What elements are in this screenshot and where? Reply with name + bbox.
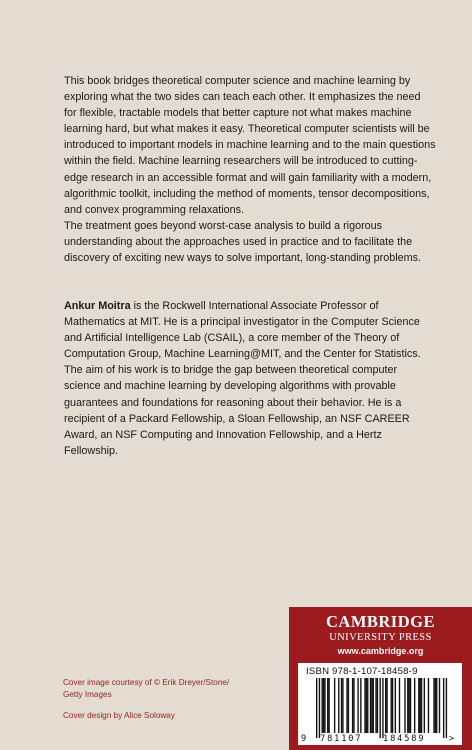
description-paragraph-2: The treatment goes beyond worst-case analysis to build a rigorous understanding about the approaches used in practice and to facilitate the discovery of exciting new ways to solve important, long-standing problems. <box>64 220 422 265</box>
barcode-bar <box>446 678 447 738</box>
barcode-bar <box>323 678 324 733</box>
barcode-bar <box>395 678 396 733</box>
barcode-bar <box>371 678 372 733</box>
barcode-bar <box>404 678 405 733</box>
barcode-bar <box>328 678 329 733</box>
ean-left-digits: 781107 <box>320 734 363 744</box>
cover-design-credit: Cover design by Alice Soloway <box>63 711 175 720</box>
barcode-bar <box>399 678 400 733</box>
barcode-bar <box>435 678 436 733</box>
barcode-bar <box>436 678 437 733</box>
barcode-bar <box>360 678 361 733</box>
barcode-bar <box>346 678 347 733</box>
barcode-bar <box>364 678 365 733</box>
barcode-bar <box>428 678 429 733</box>
barcode-panel <box>298 663 462 745</box>
author-bio <box>64 298 436 459</box>
barcode-bar <box>366 678 367 733</box>
barcode-bar <box>348 678 349 733</box>
barcode-bar <box>334 678 335 733</box>
barcode-bar <box>392 678 393 733</box>
barcode-icon <box>298 663 462 745</box>
ean-quiet-zone-arrow: > <box>449 734 455 744</box>
barcode-bar <box>316 678 317 738</box>
barcode-bar <box>410 678 411 733</box>
barcode-bar <box>322 678 323 733</box>
barcode-bar <box>377 678 378 733</box>
barcode-bar <box>407 678 408 733</box>
barcode-bar <box>353 678 354 733</box>
barcode-bar <box>386 678 387 733</box>
publisher-name: CAMBRIDGE <box>325 612 435 631</box>
barcode-bar <box>385 678 386 733</box>
barcode-bar <box>342 678 343 733</box>
barcode-bar <box>391 678 392 733</box>
description-paragraph-1: This book bridges theoretical computer science and machine learning by exploring what the two sides can teach each other. It emphasizes the need for flexible, tractable models that better capture not what makes machine learning hard, but what makes it easy. Theoretical computer scientists will be introduced to important models in machine learning and to the main questions within the field. Machine learning researchers will be introduced to cutting-edge research in an accessible format and will gain familiarity with a modern, algorithmic toolkit, including the method of moments, tensor decompositions, and convex programming relaxations. <box>64 75 436 216</box>
barcode-bar <box>414 678 415 733</box>
author-bio-text: is the Rockwell International Associate Professor of Mathematics at MIT. He is a principal investigator in the Computer Science and Artificial Intelligence Lab (CSAIL), a core member of the Theory of Computation Group, Machine Learning@MIT, and the Center for Statistics. The aim of his work is to bridge the gap between theoretical computer science and machine learning by developing algorithms with provable guarantees and foundations for reasoning about their behavior. He is a recipient of a Packard Fellowship, a Sloan Fellowship, an NSF CAREER Award, an NSF Computing and Innovation Fellowship, and a Hertz Fellowship. <box>64 300 421 457</box>
barcode-bar <box>352 678 353 733</box>
barcode-bar <box>439 678 440 733</box>
barcode-bar <box>341 678 342 733</box>
barcode-bar <box>338 678 339 733</box>
cover-image-credit: Cover image courtesy of © Erik Dreyer/Stone/ Getty Images <box>63 678 230 699</box>
publisher-url: www.cambridge.org <box>337 646 424 656</box>
barcode-bar <box>408 678 409 733</box>
publisher-subname: UNIVERSITY PRESS <box>329 632 432 643</box>
barcode-bar <box>373 678 374 733</box>
publisher-block <box>289 607 472 750</box>
barcode-bar <box>375 678 376 733</box>
ean-digits <box>298 735 462 745</box>
barcode-bar <box>443 678 444 738</box>
barcode-bar <box>424 678 425 733</box>
ean-first-digit: 9 <box>301 734 307 744</box>
barcode-bar <box>319 678 320 738</box>
barcode-bar <box>327 678 328 733</box>
isbn-label: ISBN 978-1-107-18458-9 <box>306 666 418 677</box>
barcode-bar <box>420 678 421 733</box>
barcode-bar <box>357 678 358 733</box>
barcode-bar <box>379 678 380 738</box>
barcode-bar <box>433 678 434 733</box>
barcode-bar <box>370 678 371 733</box>
barcode-bar <box>324 678 325 733</box>
barcode-bar <box>418 678 419 733</box>
ean-right-digits: 184589 <box>383 734 426 744</box>
barcode-bar <box>367 678 368 733</box>
author-name: Ankur Moitra <box>64 300 131 312</box>
barcode-bar <box>382 678 383 738</box>
barcode-bar <box>421 678 422 733</box>
